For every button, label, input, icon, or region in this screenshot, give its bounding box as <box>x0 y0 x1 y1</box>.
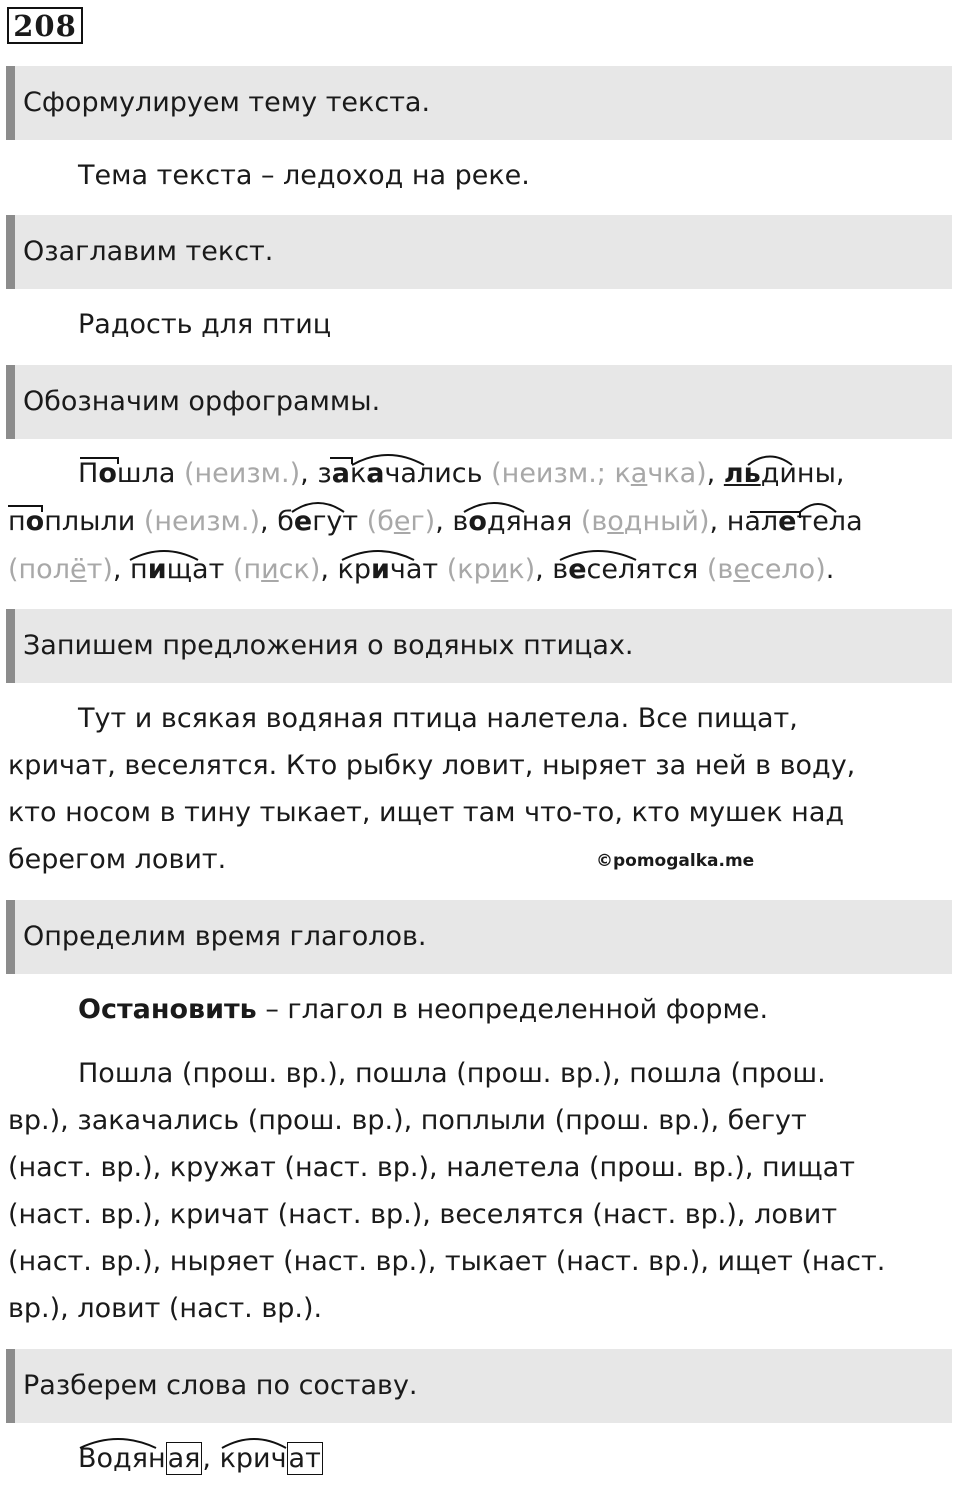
section-heading-verb-tense: Определим время глаголов. <box>6 900 952 974</box>
sentences-line-3: кто носом в тину тыкает, ищет там что-то, кто мушек над <box>8 797 845 828</box>
tense-line-2: вр.), закачались (прош. вр.), поплыли (прош. вр.), бегут <box>8 1105 807 1136</box>
tense-line-4: (наст. вр.), кричат (наст. вр.), веселятся (наст. вр.), ловит <box>8 1199 838 1230</box>
ending-box-krichat: ат <box>288 1443 321 1474</box>
exercise-number: 208 <box>7 7 83 44</box>
tense-line-5: (наст. вр.), ныряет (наст. вр.), тыкает (наст. вр.), ищет (наст. <box>8 1246 886 1277</box>
section-heading-title: Озаглавим текст. <box>6 215 952 289</box>
watermark: ©pomogalka.me <box>596 851 755 871</box>
sentences-line-1: Тут и всякая водяная птица налетела. Все пищат, <box>78 703 798 734</box>
section-heading-orthograms: Обозначим орфограммы. <box>6 365 952 439</box>
topic-answer: Тема текста – ледоход на реке. <box>78 160 530 191</box>
morpheme-parse-line: Водяная, кричат <box>78 1443 321 1474</box>
section-heading-sentences: Запишем предложения о водяных птицах. <box>6 609 952 683</box>
sentences-line-4: берегом ловит. <box>8 844 227 875</box>
tense-line-1: Пошла (прош. вр.), пошла (прош. вр.), пошла (прош. <box>78 1058 826 1089</box>
infinitive-word: Остановить <box>78 994 257 1025</box>
orthogram-line-1: Пошла (неизм.), закачались (неизм.; качка), льдины, <box>78 458 845 489</box>
title-answer: Радость для птиц <box>78 309 332 340</box>
ending-box-vodyanaya: ая <box>167 1443 201 1474</box>
tense-line-6: вр.), ловит (наст. вр.). <box>8 1293 323 1324</box>
tense-line-3: (наст. вр.), кружат (наст. вр.), налетела (прош. вр.), пищат <box>8 1152 855 1183</box>
section-heading-topic: Сформулируем тему текста. <box>6 66 952 140</box>
orthogram-line-3: (полёт), пищат (писк), кричат (крик), веселятся (весело). <box>8 554 835 585</box>
infinitive-note: Остановить – глагол в неопределенной форме. <box>78 994 769 1025</box>
section-heading-morphemes: Разберем слова по составу. <box>6 1349 952 1423</box>
orthogram-line-2: поплыли (неизм.), бегут (бег), водяная (водный), налетела <box>8 506 863 537</box>
sentences-line-2: кричат, веселятся. Кто рыбку ловит, ныряет за ней в воду, <box>8 750 856 781</box>
